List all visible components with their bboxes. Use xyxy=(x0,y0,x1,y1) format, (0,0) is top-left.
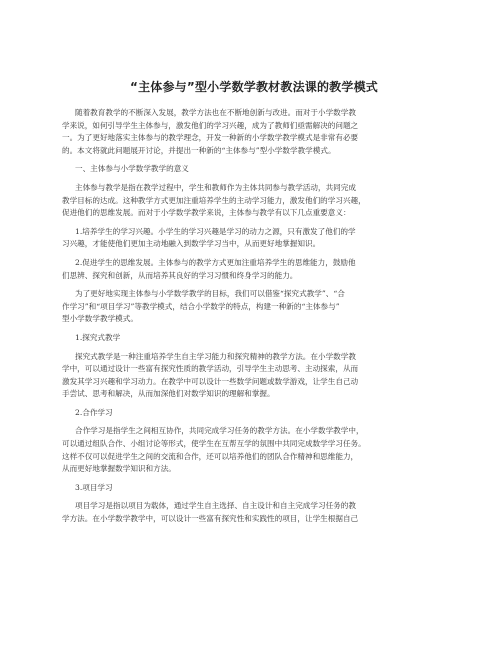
text-line: 激发其学习兴趣和学习动力。在教学中可以设计一些数学问题或数学游戏，让学生自己动 xyxy=(62,376,359,386)
paragraph xyxy=(62,351,446,401)
text-line: 的。本文将就此问题展开讨论，并提出一种新的“主体参与”型小学数学教学模式。 xyxy=(62,145,336,155)
paragraph xyxy=(62,226,446,251)
text-line: 促进他们的思维发展。而对于小学数学教学来说，主体参与教学有以下几点重要意义： xyxy=(62,208,351,218)
text-line: 学中，可以通过设计一些富有探究性质的教学活动，引导学生主动思考、主动探索，从而 xyxy=(62,364,359,374)
text-line: 3.项目学习 xyxy=(75,482,113,492)
text-line: 一。为了更好地落实主体参与的教学理念，开发一种新的小学数学教学模式是非常有必要 xyxy=(62,133,359,143)
text-line: 习兴趣，才能使他们更加主动地融入到数学学习当中，从而更好地掌握知识。 xyxy=(62,239,321,249)
text-line: 为了更好地实现主体参与小学数学教学的目标，我们可以借鉴“探究式教学”、“合 xyxy=(75,289,345,299)
paragraph xyxy=(62,500,446,525)
text-line: 随着教育教学的不断深入发展，教学方法也在不断地创新与改进。而对于小学数学教 xyxy=(75,108,356,117)
section-heading xyxy=(75,163,446,176)
text-line: 可以通过组队合作、小组讨论等形式，使学生在互帮互学的氛围中共同完成数学学习任务。 xyxy=(62,439,366,449)
paragraph xyxy=(62,182,446,220)
section-heading xyxy=(75,482,446,495)
text-line: 学方法。在小学数学教学中，可以设计一些富有探究性和实践性的项目，让学生根据自己 xyxy=(62,514,359,524)
document-title: “主体参与”型小学数学教材教法课的教学模式 xyxy=(130,80,378,94)
text-line: 2.合作学习 xyxy=(75,407,113,417)
document-body xyxy=(62,107,446,526)
text-line: 合作学习是指学生之间相互协作，共同完成学习任务的教学方法。在小学数学教学中， xyxy=(75,426,364,436)
paragraph xyxy=(62,257,446,282)
text-line: 主体参与教学是指在教学过程中，学生和教师作为主体共同参与教学活动，共同完成 xyxy=(75,182,356,192)
text-line: 这样不仅可以促进学生之间的交流和合作，还可以培养他们的团队合作精神和思维能力， xyxy=(62,451,359,461)
text-line: 一、主体参与小学数学教学的意义 xyxy=(75,164,189,174)
text-line: 从而更好地掌握数学知识和方法。 xyxy=(62,464,176,474)
text-line: 作学习”和“项目学习”等教学模式，结合小学数学的特点，构建一种新的“主体参与” xyxy=(62,301,340,311)
text-line: 学来说，如何引导学生主体参与，激发他们的学习兴趣，成为了教师们亟需解决的问题之 xyxy=(62,120,359,130)
paragraph xyxy=(62,288,446,326)
paragraph xyxy=(62,425,446,475)
text-line: 1.探究式教学 xyxy=(75,332,121,342)
text-line: 型小学数学教学模式。 xyxy=(62,314,138,324)
section-heading xyxy=(75,332,446,345)
text-line: 1.培养学生的学习兴趣。小学生的学习兴趣是学习的动力之源，只有激发了他们的学 xyxy=(75,226,356,236)
paragraph xyxy=(62,107,446,157)
text-line: 探究式教学是一种注重培养学生自主学习能力和探究精神的教学方法。在小学数学教 xyxy=(75,351,356,361)
text-line: 手尝试、思考和解决，从而加深他们对数学知识的理解和掌握。 xyxy=(62,389,275,399)
text-line: 2.促进学生的思维发展。主体参与的教学方式更加注重培养学生的思维能力，鼓励他 xyxy=(75,257,356,267)
section-heading xyxy=(75,407,446,420)
text-line: 们思辨、探究和创新，从而培养其良好的学习习惯和终身学习的能力。 xyxy=(62,270,298,280)
text-line: 项目学习是指以项目为载体，通过学生自主选择、自主设计和自主完成学习任务的教 xyxy=(75,501,356,511)
text-line: 教学目标的达成。这种教学方式更加注重培养学生的主动学习能力，激发他们的学习兴趣， xyxy=(62,195,366,205)
